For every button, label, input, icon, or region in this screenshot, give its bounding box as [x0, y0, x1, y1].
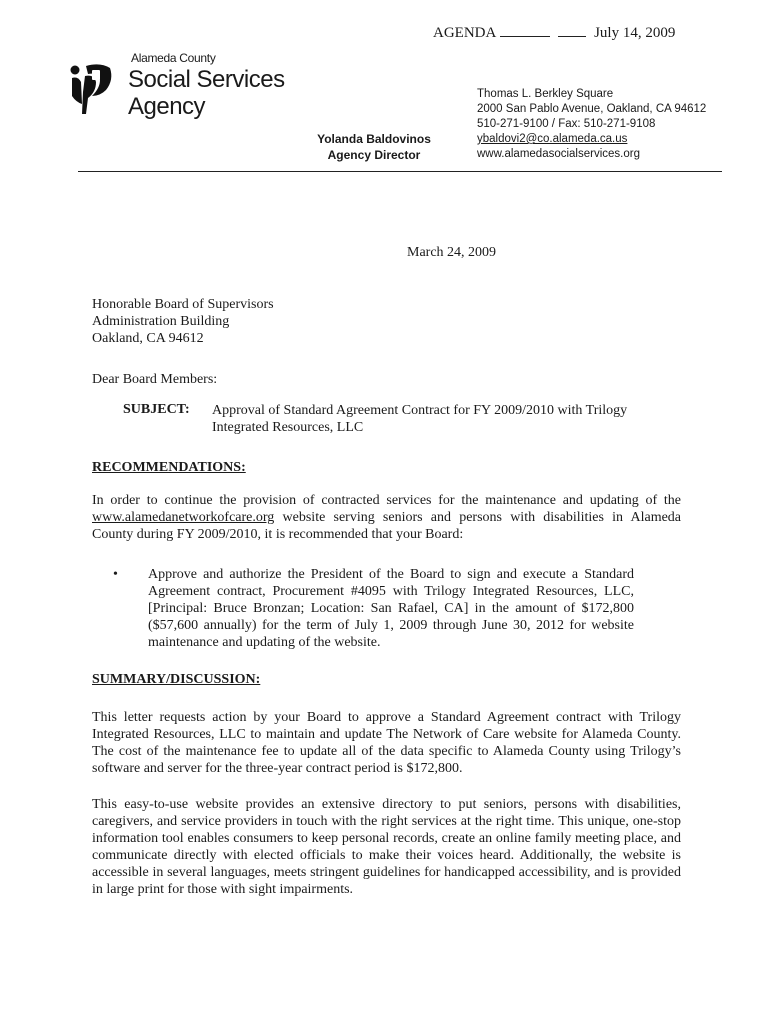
address-website-link[interactable]: www.alamedasocialservices.org [477, 148, 640, 160]
recommendations-paragraph [92, 492, 681, 543]
summary-heading: SUMMARY/DISCUSSION: [92, 672, 261, 687]
address-phone: 510-271-9100 / Fax: 510-271-9108 [477, 118, 656, 130]
org-name-line2: Agency [128, 93, 206, 120]
addressee-line: Oakland, CA 94612 [92, 331, 204, 346]
org-name-line1: Social Services [128, 66, 285, 93]
letterhead-divider [78, 171, 722, 172]
address-line2: 2000 San Pablo Avenue, Oakland, CA 94612 [477, 103, 707, 115]
agenda-label: AGENDA [433, 25, 497, 41]
agenda-blank-2 [558, 24, 586, 37]
subject-text: Approval of Standard Agreement Contract for FY 2009/2010 with Trilogy Integrated Resources, LLC [212, 403, 628, 435]
rec-text-before: In order to continue the provision of contracted services for the maintenance and updating of the [92, 493, 681, 508]
agency-logo-icon [70, 62, 114, 114]
summary-paragraph-2: This easy-to-use website provides an extensive directory to put seniors, persons with disabilities, caregivers, and service providers in touch with the right services at the right time. This unique, one-stop information tool enables consumers to keep personal records, create an online family meeting place, and communicate directly with elected officials to make their voices heard. Additionally, the website is accessible in several languages, meets stringent guidelines for handicapped accessibility, and is provided in large print for those with sight impairments. [92, 797, 681, 897]
rec-text-after: website serving seniors and persons with disabilities in Alameda County during FY 2009/2010, it is recommended that your Board: [92, 510, 682, 542]
letter-date: March 24, 2009 [407, 245, 497, 260]
network-of-care-link[interactable]: www.alamedanetworkofcare.org [92, 510, 275, 525]
address-email-link[interactable]: ybaldovi2@co.alameda.ca.us [477, 133, 628, 145]
addressee-line: Administration Building [92, 314, 230, 329]
agenda-blank [500, 24, 550, 37]
org-county: Alameda County [131, 51, 216, 65]
director-name: Yolanda Baldovinos [317, 132, 431, 146]
subject-label: SUBJECT: [123, 402, 190, 417]
recommendation-bullet: Approve and authorize the President of the Board to sign and execute a Standard Agreement contract, Procurement #4095 with Trilogy Integrated Resources, LLC, [Principal: Bruce Bronzan; Location: San Rafael, CA] in the amount of $172,800 ($57,600 annually) for the term of July 1, 2009 through June 30, 2012 for website maintenance and updating of the website. [148, 567, 634, 650]
agenda-date: July 14, 2009 [594, 25, 676, 41]
summary-paragraph-1: This letter requests action by your Board to approve a Standard Agreement contract with Trilogy Integrated Resources, LLC to maintain and update The Network of Care website for Alameda County. The cost of the maintenance fee to update all of the data specific to Alameda County using Trilogy’s software and server for the three-year contract period is $172,800. [92, 710, 681, 776]
salutation: Dear Board Members: [92, 372, 218, 387]
recommendations-heading: RECOMMENDATIONS: [92, 460, 246, 475]
address-line1: Thomas L. Berkley Square [477, 88, 614, 100]
director-title: Agency Director [327, 148, 421, 162]
agency-address-block [477, 87, 706, 162]
addressee-block [92, 296, 274, 347]
addressee-line: Honorable Board of Supervisors [92, 297, 274, 312]
agenda-line [433, 24, 675, 42]
director-block [312, 131, 436, 163]
bullet-icon: • [113, 567, 118, 582]
